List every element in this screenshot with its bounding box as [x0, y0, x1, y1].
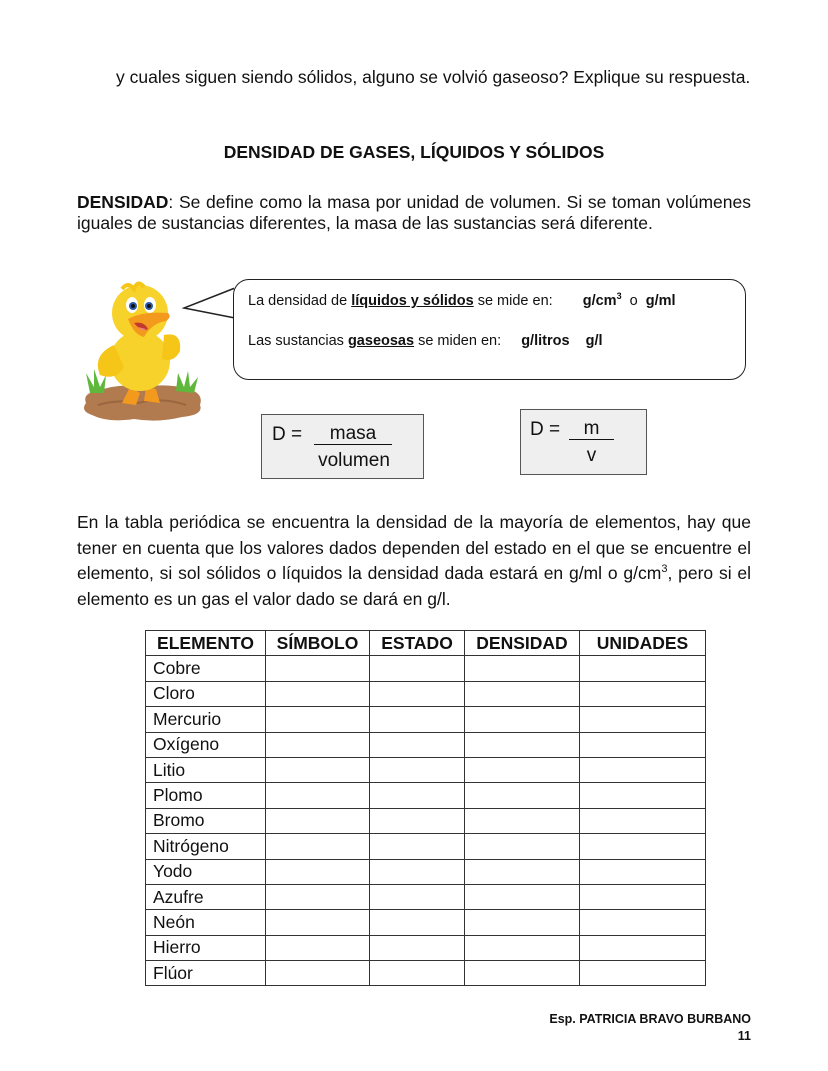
header-elemento: ELEMENTO: [146, 631, 266, 656]
superscript: 3: [661, 563, 668, 576]
element-units-cell[interactable]: [580, 834, 706, 859]
element-units-cell[interactable]: [580, 884, 706, 909]
element-units-cell[interactable]: [580, 656, 706, 681]
bubble-text: se miden en:: [414, 333, 502, 349]
element-density-cell[interactable]: [465, 884, 580, 909]
element-units-cell[interactable]: [580, 757, 706, 782]
table-row: [146, 707, 706, 732]
element-units-cell[interactable]: [580, 681, 706, 706]
table-row: [146, 910, 706, 935]
formula-numerator: masa: [314, 424, 392, 445]
element-symbol-cell[interactable]: [266, 707, 370, 732]
intro-paragraph: [116, 66, 751, 89]
table-row: [146, 834, 706, 859]
element-state-cell[interactable]: [370, 859, 465, 884]
element-state-cell[interactable]: [370, 910, 465, 935]
element-density-cell[interactable]: [465, 757, 580, 782]
element-density-cell[interactable]: [465, 808, 580, 833]
definition-text: : Se define como la masa por unidad de volumen. Si se toman volúmenes iguales de sustancias diferentes, la masa de las sustancias será diferente.: [77, 192, 751, 233]
element-symbol-cell[interactable]: [266, 656, 370, 681]
element-units-cell[interactable]: [580, 707, 706, 732]
element-density-cell[interactable]: [465, 961, 580, 986]
element-symbol-cell[interactable]: [266, 732, 370, 757]
table-row: [146, 808, 706, 833]
table-row: [146, 859, 706, 884]
element-symbol-cell[interactable]: [266, 757, 370, 782]
element-density-cell[interactable]: [465, 935, 580, 960]
formula-box-long: [261, 414, 424, 479]
table-row: [146, 783, 706, 808]
formula-box-short: [520, 409, 647, 475]
table-row: [146, 681, 706, 706]
element-units-cell[interactable]: [580, 961, 706, 986]
table-header-row: [146, 631, 706, 656]
element-density-cell[interactable]: [465, 732, 580, 757]
connector-text: o: [629, 292, 638, 309]
element-symbol-cell[interactable]: [266, 808, 370, 833]
element-name-cell: Cloro: [146, 681, 266, 706]
header-estado: ESTADO: [370, 631, 465, 656]
table-row: [146, 656, 706, 681]
element-density-cell[interactable]: [465, 783, 580, 808]
bubble-line-liquids-solids: [248, 291, 676, 309]
section-title: DENSIDAD DE GASES, LÍQUIDOS Y SÓLIDOS: [223, 142, 605, 162]
intro-text: y cuales siguen siendo sólidos, alguno se volvió gaseoso? Explique su respuesta.: [116, 67, 751, 87]
element-state-cell[interactable]: [370, 757, 465, 782]
unit-g-litros: g/litros: [521, 333, 570, 349]
formula-denominator: volumen: [318, 450, 390, 471]
unit-g-l: g/l: [585, 333, 603, 349]
unit-g-ml: g/ml: [645, 292, 676, 309]
footer-author: Esp. PATRICIA BRAVO BURBANO: [549, 1012, 751, 1026]
formula-denominator: v: [586, 445, 597, 466]
element-state-cell[interactable]: [370, 732, 465, 757]
table-intro-paragraph: [77, 510, 751, 612]
speech-bubble: [233, 279, 746, 380]
elements-table: [145, 630, 706, 986]
element-name-cell: Yodo: [146, 859, 266, 884]
bubble-text: Las sustancias: [248, 333, 348, 349]
table-intro-text: , pero si el elemento es un gas el valor dado se dará en g/l.: [77, 563, 752, 609]
element-density-cell[interactable]: [465, 834, 580, 859]
element-state-cell[interactable]: [370, 656, 465, 681]
table-row: [146, 757, 706, 782]
table-row: [146, 732, 706, 757]
element-state-cell[interactable]: [370, 681, 465, 706]
element-density-cell[interactable]: [465, 707, 580, 732]
element-name-cell: Neón: [146, 910, 266, 935]
element-name-cell: Azufre: [146, 884, 266, 909]
bubble-emphasis: líquidos y sólidos: [351, 292, 474, 309]
element-units-cell[interactable]: [580, 859, 706, 884]
element-symbol-cell[interactable]: [266, 884, 370, 909]
element-units-cell[interactable]: [580, 783, 706, 808]
bubble-emphasis: gaseosas: [347, 333, 415, 349]
element-name-cell: Hierro: [146, 935, 266, 960]
element-state-cell[interactable]: [370, 808, 465, 833]
element-name-cell: Cobre: [146, 656, 266, 681]
element-density-cell[interactable]: [465, 681, 580, 706]
element-state-cell[interactable]: [370, 707, 465, 732]
definition-paragraph: [77, 192, 751, 234]
formula-numerator: m: [569, 419, 614, 440]
element-symbol-cell[interactable]: [266, 834, 370, 859]
element-state-cell[interactable]: [370, 961, 465, 986]
element-name-cell: Litio: [146, 757, 266, 782]
element-units-cell[interactable]: [580, 732, 706, 757]
element-density-cell[interactable]: [465, 656, 580, 681]
element-units-cell[interactable]: [580, 910, 706, 935]
header-densidad: DENSIDAD: [465, 631, 580, 656]
element-state-cell[interactable]: [370, 783, 465, 808]
definition-term: DENSIDAD: [77, 192, 169, 212]
header-simbolo: SÍMBOLO: [266, 631, 370, 656]
element-name-cell: Mercurio: [146, 707, 266, 732]
element-symbol-cell[interactable]: [266, 961, 370, 986]
element-state-cell[interactable]: [370, 884, 465, 909]
header-unidades: UNIDADES: [580, 631, 706, 656]
element-symbol-cell[interactable]: [266, 859, 370, 884]
table-row: [146, 884, 706, 909]
element-units-cell[interactable]: [580, 808, 706, 833]
element-name-cell: Plomo: [146, 783, 266, 808]
element-symbol-cell[interactable]: [266, 783, 370, 808]
table-row: [146, 961, 706, 986]
element-symbol-cell[interactable]: [266, 910, 370, 935]
bubble-text: se mide en:: [473, 292, 553, 309]
element-name-cell: Flúor: [146, 961, 266, 986]
formula-lhs: D =: [272, 424, 303, 445]
page-number: 11: [737, 1029, 751, 1043]
element-density-cell[interactable]: [465, 859, 580, 884]
element-name-cell: Nitrógeno: [146, 834, 266, 859]
unit-g-cm3: $g/cm^3$: [582, 291, 622, 309]
element-name-cell: Bromo: [146, 808, 266, 833]
table-row: [146, 935, 706, 960]
element-density-cell[interactable]: [465, 910, 580, 935]
element-units-cell[interactable]: [580, 935, 706, 960]
table-intro-text: En la tabla periódica se encuentra la densidad de la mayoría de elementos, hay que tener en cuenta que los valores dados dependen del estado en el que se encuentre el elemento, si sol sólidos o líquidos la densidad dada estará en g/ml o g/cm: [77, 512, 751, 583]
bubble-text: La densidad de: [248, 292, 352, 309]
element-symbol-cell[interactable]: [266, 681, 370, 706]
element-state-cell[interactable]: [370, 935, 465, 960]
bubble-line-gases: [248, 333, 603, 349]
element-symbol-cell[interactable]: [266, 935, 370, 960]
element-state-cell[interactable]: [370, 834, 465, 859]
formula-lhs: D =: [530, 419, 561, 440]
element-name-cell: Oxígeno: [146, 732, 266, 757]
